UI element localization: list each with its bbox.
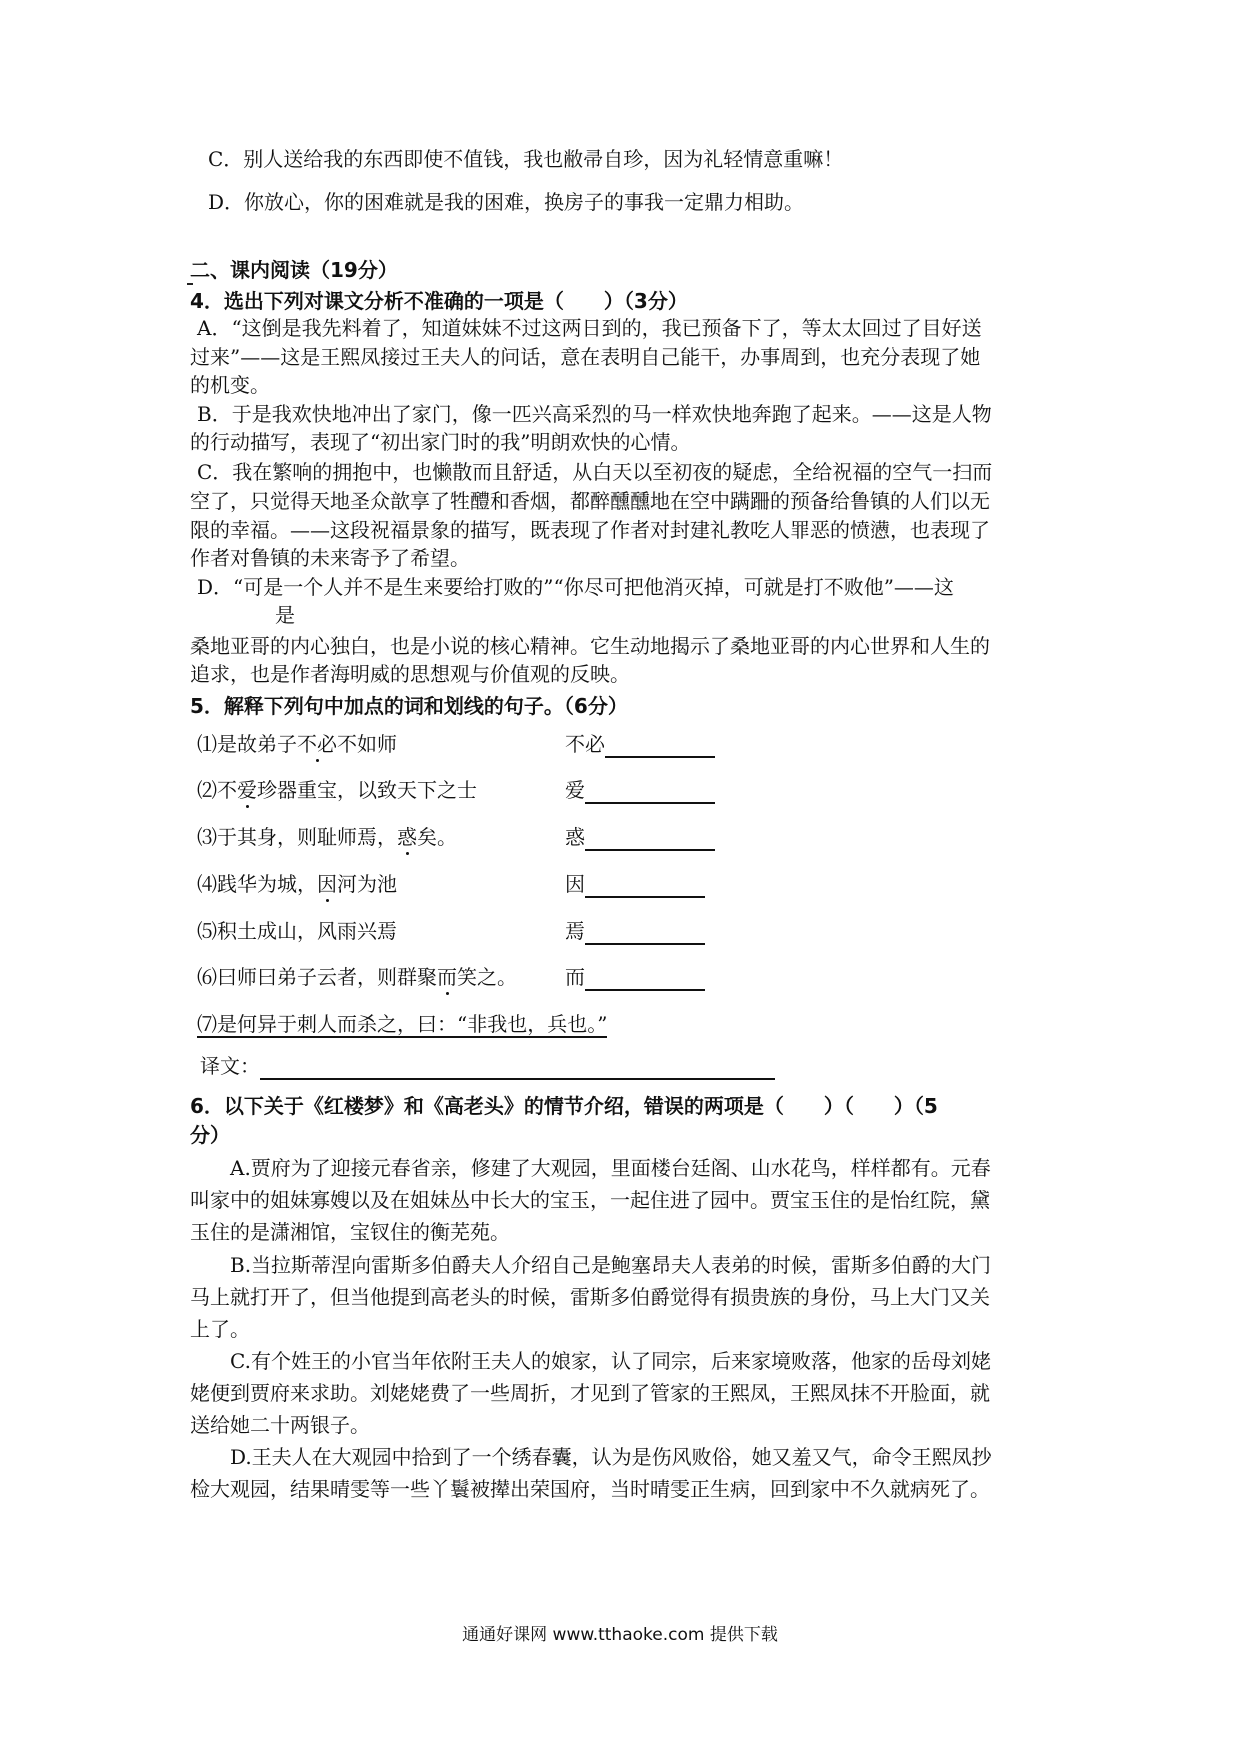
- q5-answer-1: 不必: [565, 730, 715, 758]
- dotted-word: 因: [317, 872, 337, 896]
- q5-item-3: ⑶于其身，则耻师焉，惑矣。: [197, 825, 457, 849]
- answer-blank[interactable]: [585, 780, 715, 804]
- section-heading: 二、课内阅读（19分）: [190, 258, 398, 282]
- q4-option-a-line3: 的机变。: [190, 373, 270, 397]
- option-d: D．你放心，你的困难就是我的困难，换房子的事我一定鼎力相助。: [208, 190, 805, 214]
- question-6-stem-cont: 分）: [190, 1123, 230, 1147]
- q6-option-d-line2: 检大观园，结果晴雯等一些丫鬟被撵出荣国府，当时晴雯正生病，回到家中不久就病死了。: [190, 1477, 990, 1501]
- q4-option-d-line4: 追求，也是作者海明威的思想观与价值观的反映。: [190, 662, 630, 686]
- dotted-word: 爱: [237, 778, 257, 802]
- question-5-stem: 5．解释下列句中加点的词和划线的句子。（6分）: [190, 694, 628, 718]
- q5-item-5: ⑸积土成山，风雨兴焉: [197, 919, 397, 943]
- q4-option-b-line2: 的行动描写，表现了“初出家门时的我”明朗欢快的心情。: [190, 430, 691, 454]
- q5-answer-5: 焉: [565, 917, 705, 945]
- question-4-stem: 4．选出下列对课文分析不准确的一项是（ ）（3分）: [190, 289, 688, 313]
- q5-item-7: ⑺是何异于刺人而杀之，曰：“非我也，兵也。”: [197, 1012, 608, 1036]
- dotted-word: 惑: [397, 825, 417, 849]
- q6-option-d-line1: D.王夫人在大观园中拾到了一个绣春囊，认为是伤风败俗，她又羞又气，命令王熙凤抄: [230, 1445, 992, 1469]
- translation-blank[interactable]: [260, 1056, 775, 1080]
- answer-blank[interactable]: [585, 874, 705, 898]
- q5-item-4: ⑷践华为城，因河为池: [197, 872, 397, 896]
- option-c: C．别人送给我的东西即使不值钱，我也敝帚自珍，因为礼轻情意重嘛！: [208, 147, 844, 171]
- q4-option-d-line1: D．“可是一个人并不是生来要给打败的”“你尽可把他消灭掉，可就是打不败他”——这: [197, 575, 954, 599]
- q4-option-a-line2: 过来”——这是王熙凤接过王夫人的问话，意在表明自己能干，办事周到，也充分表现了她: [190, 345, 981, 369]
- q6-option-b-line2: 马上就打开了，但当他提到高老头的时候，雷斯多伯爵觉得有损贵族的身份，马上大门又关: [190, 1285, 990, 1309]
- q5-answer-6: 而: [565, 963, 705, 991]
- answer-blank[interactable]: [585, 827, 715, 851]
- q4-option-c-line4: 作者对鲁镇的未来寄予了希望。: [190, 546, 470, 570]
- q4-option-d-line3: 桑地亚哥的内心独白，也是小说的核心精神。它生动地揭示了桑地亚哥的内心世界和人生的: [190, 634, 990, 658]
- q6-option-b-line3: 上了。: [190, 1317, 250, 1341]
- question-6-stem: 6．以下关于《红楼梦》和《高老头》的情节介绍，错误的两项是（ ）（ ）（5: [190, 1094, 938, 1118]
- q5-answer-3: 惑: [565, 823, 715, 851]
- q6-option-a-line1: A.贾府为了迎接元春省亲，修建了大观园，里面楼台廷阁、山水花鸟，样样都有。元春: [230, 1156, 991, 1180]
- q6-option-c-line1: C.有个姓王的小官当年依附王夫人的娘家，认了同宗，后来家境败落，他家的岳母刘姥: [230, 1349, 991, 1373]
- q6-option-a-line2: 叫家中的姐妹寡嫂以及在姐妹丛中长大的宝玉，一起住进了园中。贾宝玉住的是怡红院，黛: [190, 1188, 990, 1212]
- answer-blank[interactable]: [605, 734, 715, 758]
- q4-option-d-line2: 是: [275, 603, 295, 627]
- translation-row: 译文：: [200, 1052, 775, 1080]
- q6-option-b-line1: B.当拉斯蒂涅向雷斯多伯爵夫人介绍自己是鲍塞昂夫人表弟的时候，雷斯多伯爵的大门: [230, 1253, 992, 1277]
- q5-item-1: ⑴是故弟子不必不如师: [197, 732, 397, 756]
- answer-blank[interactable]: [585, 967, 705, 991]
- q4-option-b-line1: B．于是我欢快地冲出了家门，像一匹兴高采烈的马一样欢快地奔跑了起来。——这是人物: [197, 402, 992, 426]
- q4-option-a-line1: A．“这倒是我先料着了，知道妹妹不过这两日到的，我已预备下了，等太太回过了目好送: [197, 316, 982, 340]
- q6-option-c-line2: 姥便到贾府来求助。刘姥姥费了一些周折，才见到了管家的王熙凤，王熙凤抹不开脸面，就: [190, 1381, 990, 1405]
- q5-item-2: ⑵不爱珍器重宝，以致天下之士: [197, 778, 477, 802]
- q5-item-6: ⑹曰师曰弟子云者，则群聚而笑之。: [197, 965, 517, 989]
- q5-answer-2: 爱: [565, 776, 715, 804]
- q4-option-c-line1: C．我在繁响的拥抱中，也懒散而且舒适，从白天以至初夜的疑虑，全给祝福的空气一扫而: [197, 460, 993, 484]
- q4-option-c-line2: 空了，只觉得天地圣众歆享了牲醴和香烟，都醉醺醺地在空中蹒跚的预备给鲁镇的人们以无: [190, 489, 990, 513]
- q6-option-a-line3: 玉住的是潇湘馆，宝钗住的衡芜苑。: [190, 1220, 510, 1244]
- q4-option-c-line3: 限的幸福。——这段祝福景象的描写，既表现了作者对封建礼教吃人罪恶的愤懑，也表现了: [190, 518, 990, 542]
- dotted-word: 而: [437, 965, 457, 989]
- q6-option-c-line3: 送给她二十两银子。: [190, 1413, 370, 1437]
- answer-blank[interactable]: [585, 921, 705, 945]
- page-footer: 通通好课网 www.tthaoke.com 提供下载: [462, 1625, 778, 1645]
- dotted-word: 不必: [297, 732, 337, 756]
- q5-answer-4: 因: [565, 870, 705, 898]
